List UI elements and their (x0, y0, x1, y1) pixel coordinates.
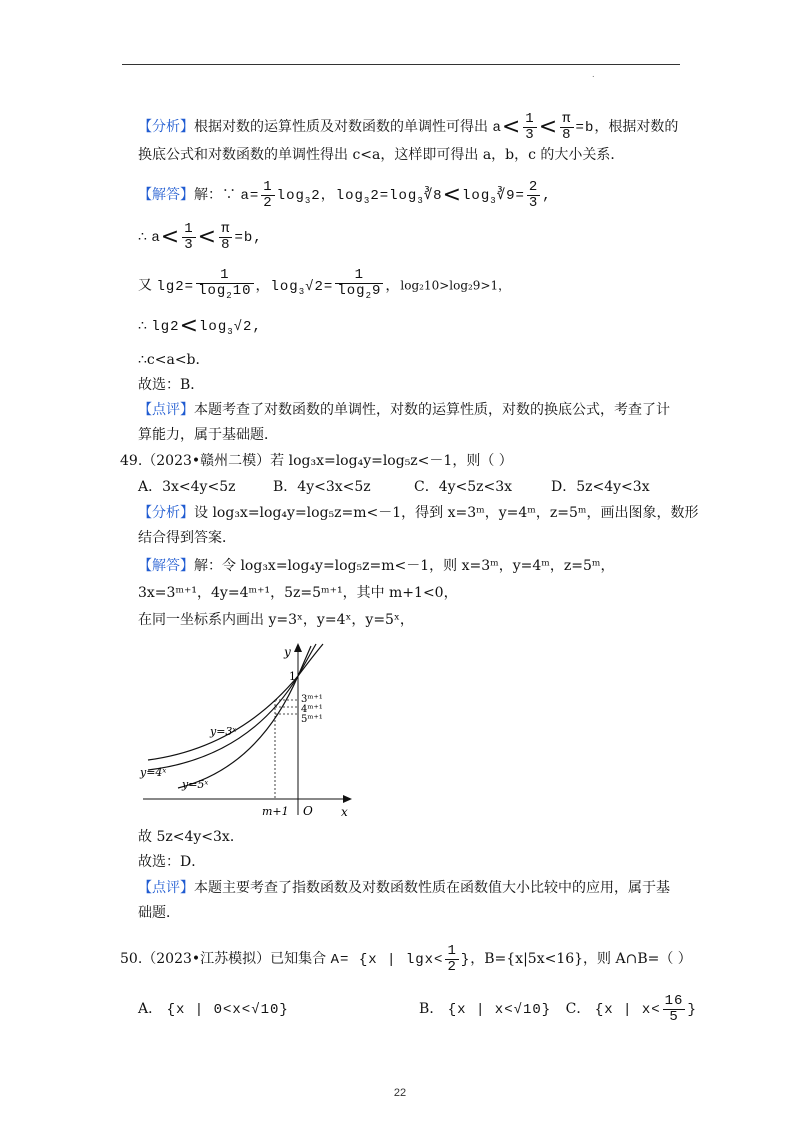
x-axis-label: x (341, 805, 348, 819)
label-y-5x: y=5ˣ (182, 778, 209, 791)
curve-5x (178, 646, 311, 788)
answer-2-line-1: 【解答】解：令 log₃x=log₄y=log₅z=m<－1，则 x=3ᵐ，y=4ᵐ，z=5ᵐ， (138, 558, 615, 574)
answer-1-line-3: 又 lg2= $\frac{1}{\log_210}$ ，$\log_3√2=$ $\frac{1}{\log_29}$ ，log₂10>log₂9>1， (138, 267, 511, 301)
option-b: {x | x<√10} (447, 1002, 552, 1019)
question-49-options (138, 477, 650, 497)
x-axis-arrow (343, 795, 352, 803)
page-number: 22 (393, 1087, 407, 1099)
header-mark: . (592, 70, 595, 79)
answer-2-line-3: 在同一坐标系内画出 y=3ˣ，y=4ˣ，y=5ˣ， (138, 612, 414, 628)
answer-1-choose: 故选：B． (138, 377, 205, 393)
label-5m1: 5ᵐ⁺¹ (301, 714, 323, 725)
answer-2-line-2: 3x=3ᵐ⁺¹，4y=4ᵐ⁺¹，5z=5ᵐ⁺¹，其中 m+1<0， (138, 585, 458, 601)
m-plus-1-label: m+1 (262, 805, 289, 818)
one-label: 1 (289, 670, 296, 683)
analysis-2-line-1: 【分析】设 log₃x=log₄y=log₅z=m<－1，得到 x=3ᵐ，y=4ᵐ，z=5ᵐ，画出图象，数形 (138, 505, 699, 521)
y-axis-arrow (294, 643, 302, 652)
analysis-1-line-2: 换底公式和对数函数的单调性得出 c<a，这样即可得出 a，b，c 的大小关系． (138, 147, 625, 163)
answer-1-line-2: ∴ a< $\frac{1}{3}$ < $\frac{\pi}{8}$ =b, (138, 221, 263, 253)
label-y-4x: y=4ˣ (140, 766, 167, 779)
answer-2-after-2: 故选：D． (138, 854, 206, 870)
exponential-graph (138, 640, 368, 820)
analysis-2-line-2: 结合得到答案． (138, 530, 236, 546)
option-d: D．5z<4y<3x (551, 479, 650, 495)
comment-1-line-2: 算能力，属于基础题． (138, 427, 278, 443)
header-rule (122, 64, 680, 65)
comment-1-line-1: 【点评】本题考查了对数函数的单调性，对数的运算性质，对数的换底公式，考查了计 (138, 402, 670, 418)
answer-1-conclusion: ∴c<a<b． (138, 352, 210, 368)
answer-1-line-1: 【解答】解：∵ a= $\frac{1}{2}$ $\log_32$，$\log_32=\log_3∛8<\log_3∛9=$ $\frac{2}{3}$ , (138, 179, 552, 211)
origin-label: O (303, 804, 313, 818)
option-c: C．4y<5z<3x (414, 479, 513, 495)
option-a: {x | 0<x<√10} (166, 1002, 289, 1019)
option-b: B．4y<3x<5z (273, 479, 371, 495)
y-axis-label: y (284, 645, 291, 659)
comment-2-line-1: 【点评】本题主要考查了指数函数及对数函数性质在函数值大小比较中的应用，属于基 (138, 880, 670, 896)
option-a: A．3x<4y<5z (138, 479, 236, 495)
inequality-a-b: a< $\frac{1}{3}$ < $\frac{\pi}{8}$ =b (492, 111, 595, 143)
answer-1-line-4: ∴ $\lg 2<\log_3√2$, (138, 313, 262, 339)
label-3m1: 3ᵐ⁺¹ (301, 694, 323, 705)
answer-2-after-1: 故 5z<4y<3x． (138, 829, 244, 845)
label-4m1: 4ᵐ⁺¹ (301, 704, 323, 715)
curve-3x (148, 644, 323, 760)
question-49: 49.（2023•赣州二模）若 log₃x=log₄y=log₅z<－1，则（ ） (120, 453, 513, 469)
analysis-1-line-1: 【分析】根据对数的运算性质及对数函数的单调性可得出 a< $\frac{1}{3}$ < $\frac{\pi}{8}$ =b，根据对数的 (138, 111, 679, 143)
label-y-3x: y=3ˣ (210, 725, 237, 738)
option-c: {x | x< $\frac{16}{5}$ } (594, 993, 697, 1025)
question-50-options: A． {x | 0<x<√10} B． {x | x<√10} C． {x | x< $\frac{16}{5}$ } (138, 993, 697, 1025)
comment-2-line-2: 础题． (138, 905, 180, 921)
question-50: 50.（2023•江苏模拟）已知集合 A= {x | lgx< $\frac{1}{2}$ }，B={x|5x<16}，则 A∩B=（ ） (120, 943, 692, 975)
curve-4x (148, 644, 316, 770)
